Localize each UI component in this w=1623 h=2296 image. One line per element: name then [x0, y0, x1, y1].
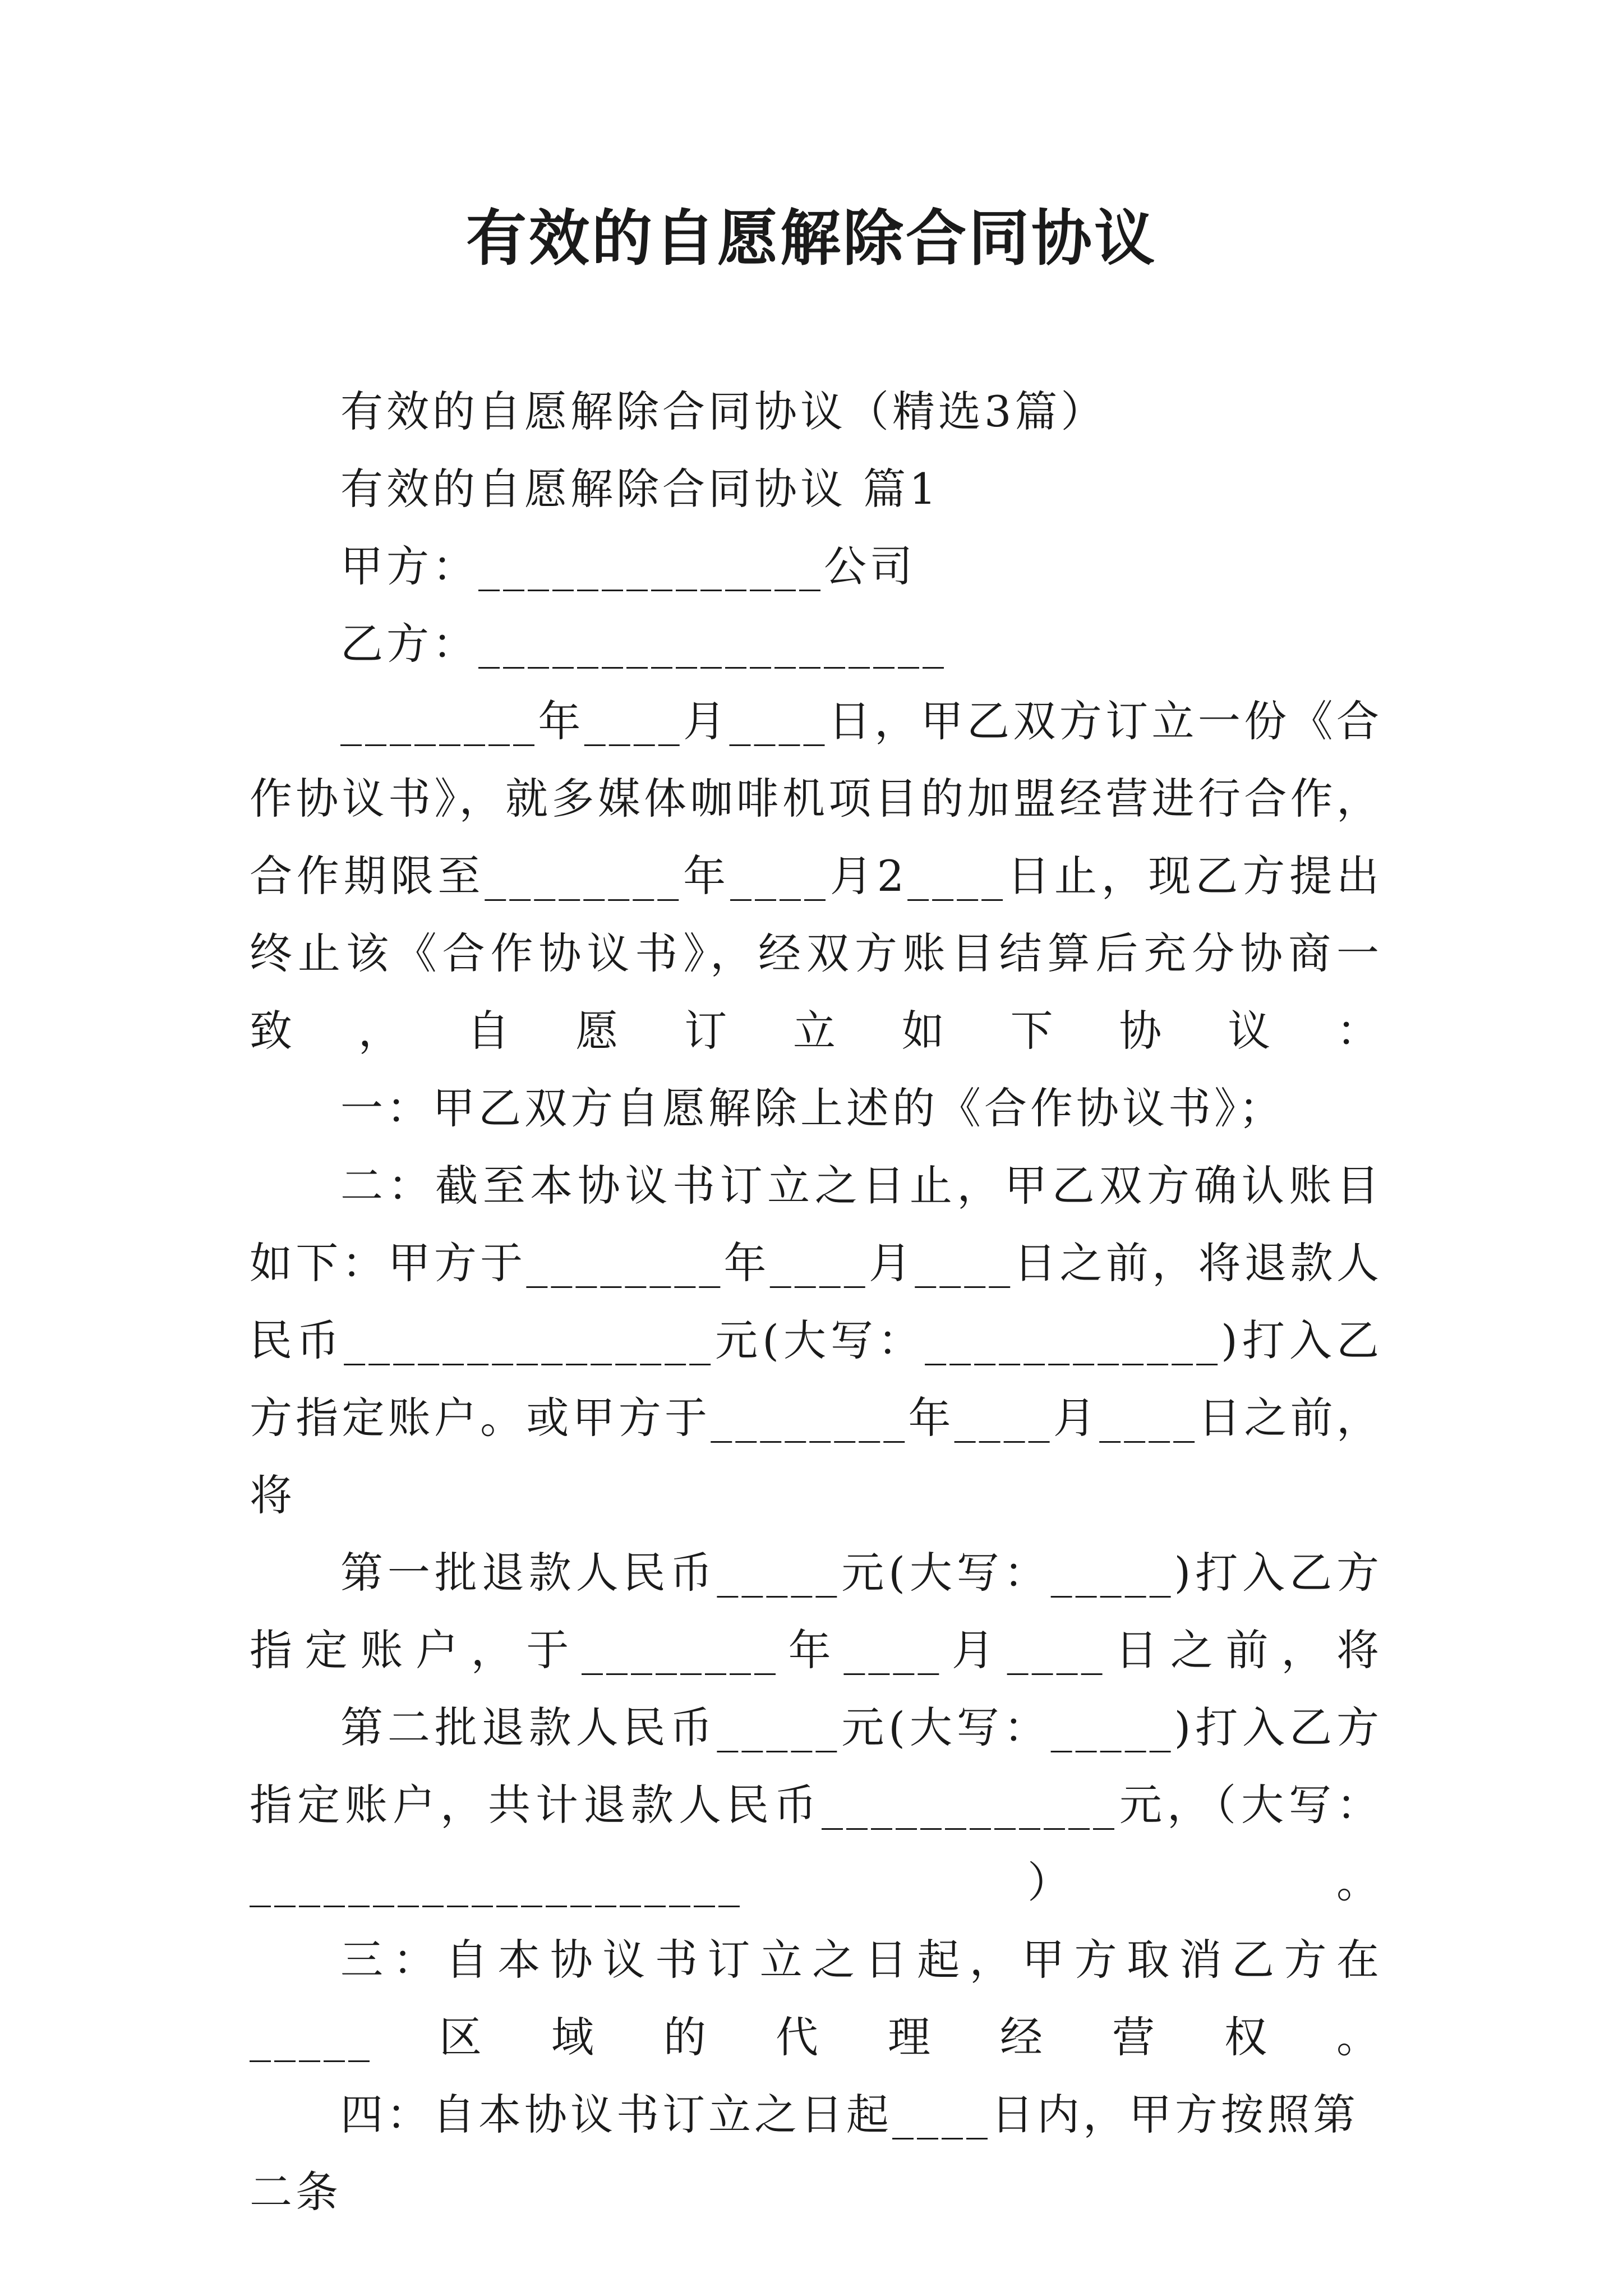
paragraph-clause-3: 三：自本协议书订立之日起，甲方取消乙方在_____区域的代理经营权。 — [250, 1935, 1382, 2062]
paragraph-first-refund: 第一批退款人民币_____元(大写：_____)打入乙方指定账户，于________年____月____日之前，将 — [250, 1548, 1382, 1675]
document-title: 有效的自愿解除合同协议 — [465, 203, 1157, 274]
document-body — [250, 373, 1382, 2231]
paragraph-clause-1: 一：甲乙双方自愿解除上述的《合作协议书》； — [340, 1083, 1285, 1133]
paragraph-party-a: 甲方：______________公司 — [340, 541, 916, 591]
paragraph-section-heading: 有效的自愿解除合同协议 篇1 — [340, 464, 940, 514]
paragraph-second-refund: 第二批退款人民币_____元(大写：_____)打入乙方指定账户，共计退款人民币____________元，（大写：____________________）。 — [250, 1703, 1382, 1907]
paragraph-clause-2: 二：截至本协议书订立之日止，甲乙双方确认账目如下：甲方于________年____月____日之前，将退款人民币_______________元(大写：____________)打入乙方指定账户。或甲方于________年____月____日之前，将 — [250, 1161, 1382, 1520]
paragraph-subtitle: 有效的自愿解除合同协议（精选3篇） — [340, 386, 1107, 436]
paragraph-party-b: 乙方：___________________ — [340, 619, 947, 669]
paragraph-clause-4: 四：自本协议书订立之日起____日内，甲方按照第二条 — [250, 2090, 1359, 2217]
paragraph-agreement-intro: ________年____月____日，甲乙双方订立一份《合作协议书》，就多媒体咖啡机项目的加盟经营进行合作，合作期限至________年____月2____日止，现乙方提出终止该《合作协议书》，经双方账目结算后充分协商一致，自愿订立如下协议： — [250, 696, 1382, 1056]
